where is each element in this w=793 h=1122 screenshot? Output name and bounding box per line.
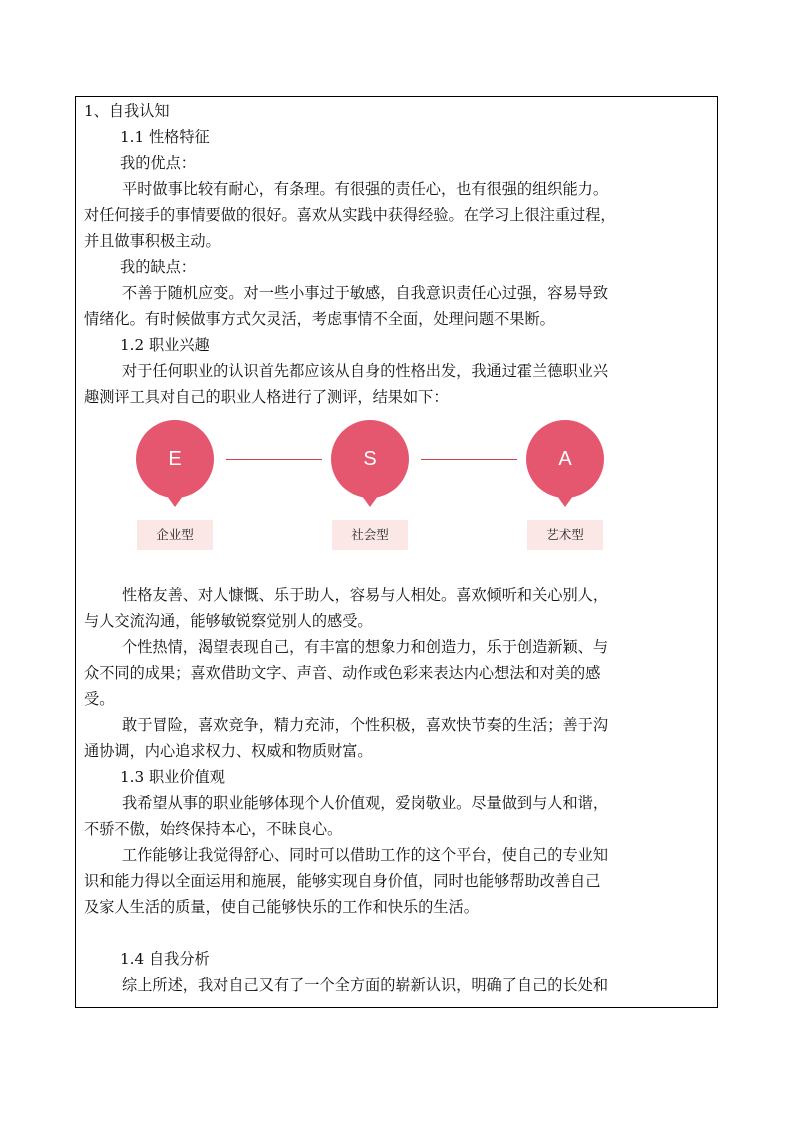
text-line: 与人交流沟通，能够敏锐察觉别人的感受。 [84, 612, 373, 630]
holland-node-e [136, 420, 214, 507]
text-line: 综上所述，我对自己又有了一个全方面的崭新认识，明确了自己的长处和 [122, 976, 608, 994]
holland-code-diagram [84, 418, 712, 578]
weaknesses-paragraph [84, 280, 712, 332]
text-line: 平时做事比较有耐心，有条理。有很强的责任心，也有很强的组织能力。 [122, 180, 608, 198]
heading-values: 1.3 职业价值观 [120, 768, 225, 786]
text-line: 敢于冒险，喜欢竞争，精力充沛，个性积极，喜欢快节奏的生活；善于沟 [122, 716, 608, 734]
text-line: 及家人生活的质量，使自己能够快乐的工作和快乐的生活。 [84, 898, 479, 916]
document-body [84, 98, 712, 998]
interest-paragraph-1 [84, 582, 712, 634]
interest-paragraph-2 [84, 634, 712, 712]
text-line: 通协调，内心追求权力、权威和物质财富。 [84, 742, 373, 760]
text-line: 对任何接手的事情要做的很好。喜欢从实践中获得经验。在学习上很注重过程， [84, 206, 616, 224]
text-line: 受。 [84, 690, 115, 708]
holland-node-a [526, 420, 604, 507]
text-line: 趣测评工具对自己的职业人格进行了测评，结果如下： [84, 388, 449, 406]
analysis-paragraph-1 [84, 972, 712, 998]
text-line: 情绪化。有时候做事方式欠灵活，考虑事情不全面，处理问题不果断。 [84, 310, 555, 328]
text-line: 不善于随机应变。对一些小事过于敏感，自我意识责任心过强，容易导致 [122, 284, 608, 302]
text-line: 性格友善、对人慷慨、乐于助人，容易与人相处。喜欢倾听和关心别人， [122, 586, 608, 604]
connector-line [421, 459, 517, 460]
connector-line [226, 459, 322, 460]
text-line: 工作能够让我觉得舒心、同时可以借助工作的这个平台，使自己的专业知 [122, 846, 608, 864]
type-label-social: 社会型 [332, 520, 408, 550]
heading-personality: 1.1 性格特征 [120, 128, 210, 146]
heading-interest: 1.2 职业兴趣 [120, 336, 210, 354]
strengths-paragraph [84, 176, 712, 254]
section-title: 1、自我认知 [84, 102, 170, 120]
type-label-enterprising: 企业型 [137, 520, 213, 550]
node-letter: S [363, 448, 377, 470]
values-paragraph-1 [84, 790, 712, 842]
values-paragraph-2 [84, 842, 712, 920]
text-line: 并且做事积极主动。 [84, 232, 221, 250]
interest-intro-paragraph [84, 358, 712, 410]
letter-circle [331, 420, 409, 498]
node-letter: E [168, 448, 182, 470]
text-line: 对于任何职业的认识首先都应该从自身的性格出发，我通过霍兰德职业兴 [122, 362, 608, 380]
text-line: 众不同的成果；喜欢借助文字、声音、动作或色彩来表达内心想法和对美的感 [84, 664, 601, 682]
weaknesses-label: 我的缺点： [120, 258, 196, 276]
text-line: 个性热情，渴望表现自己，有丰富的想象力和创造力，乐于创造新颖、与 [122, 638, 608, 656]
strengths-label: 我的优点： [120, 154, 196, 172]
heading-analysis: 1.4 自我分析 [120, 950, 210, 968]
interest-paragraph-3 [84, 712, 712, 764]
blank-line [84, 920, 712, 946]
text-line: 不骄不傲，始终保持本心，不昧良心。 [84, 820, 343, 838]
letter-circle [136, 420, 214, 498]
text-line: 我希望从事的职业能够体现个人价值观，爱岗敬业。尽量做到与人和谐， [122, 794, 608, 812]
holland-node-s [331, 420, 409, 507]
node-letter: A [558, 448, 572, 470]
letter-circle [526, 420, 604, 498]
type-label-artistic: 艺术型 [527, 520, 603, 550]
text-line: 识和能力得以全面运用和施展，能够实现自身价值，同时也能够帮助改善自己 [84, 872, 601, 890]
